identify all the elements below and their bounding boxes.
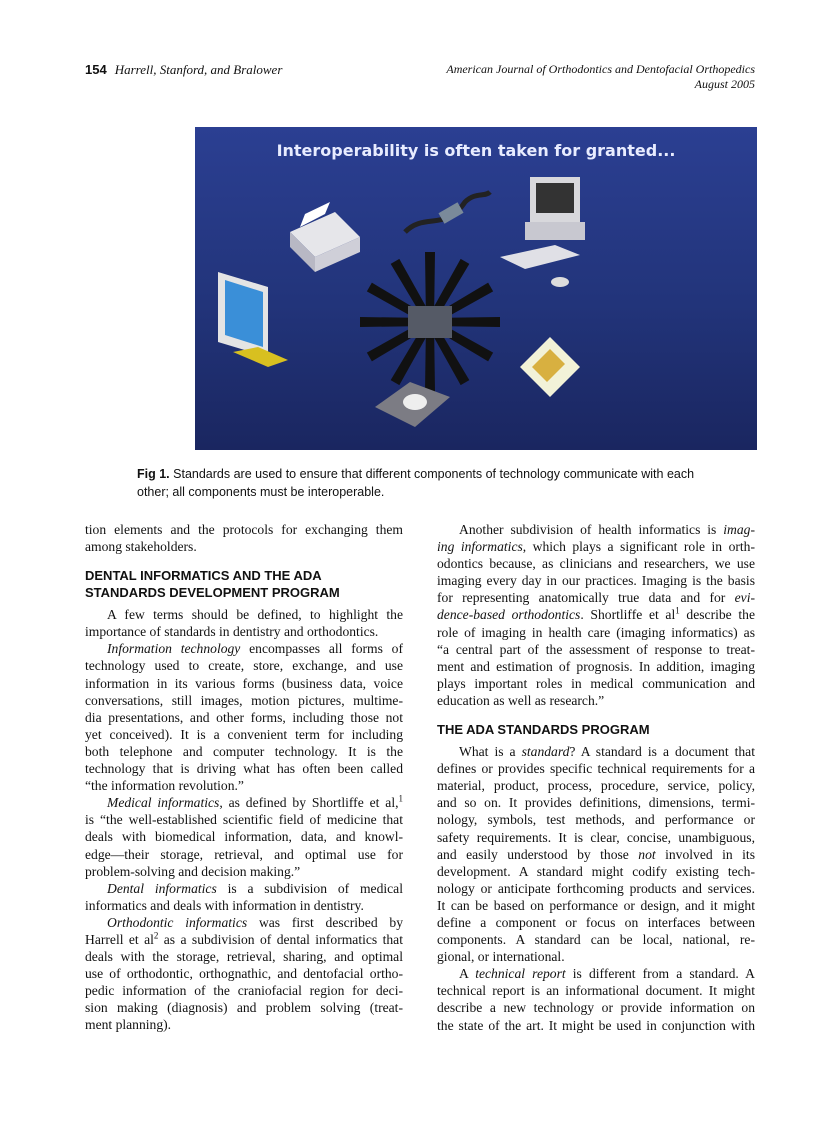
text-line [85, 794, 403, 811]
text-line [437, 675, 755, 692]
text-line [437, 948, 755, 965]
text-run: components. A standard can be local, national, re- [437, 932, 755, 948]
text-run: encompasses all forms of [240, 641, 403, 657]
text-run: , as defined by Shortliffe et al, [219, 795, 399, 811]
text-line [437, 521, 755, 538]
text-run: tion elements and the protocols for exchanging them [85, 522, 403, 537]
text-line [437, 555, 755, 572]
text-line [85, 657, 403, 674]
text-run: and easily understood by those [437, 846, 639, 862]
text-line [85, 880, 403, 897]
italic-term: not [638, 846, 656, 862]
printer-icon [290, 202, 360, 272]
italic-term: technical report [475, 966, 566, 982]
text-run: sion making (diagnosis) and problem solving (treat- [85, 1000, 403, 1016]
text-line [437, 692, 755, 709]
page-number: 154 [85, 62, 107, 77]
text-line [437, 811, 755, 828]
text-line [85, 675, 403, 692]
text-line [85, 828, 403, 845]
text-line [85, 538, 403, 555]
text-run: informatics and deals with information in dentistry. [85, 897, 364, 913]
text-run: is a subdivision of medical [216, 880, 403, 896]
text-run: involved in its [655, 846, 755, 862]
text-run: odontics because, as clinicians and researchers, we use [437, 556, 755, 572]
text-line [437, 777, 755, 794]
text-line [85, 521, 403, 538]
text-run: problem-solving and decision making.” [85, 863, 301, 879]
text-run: use of orthodontic, orthognathic, and dentofacial ortho- [85, 966, 403, 982]
left-column [85, 521, 403, 1034]
text-line [437, 982, 755, 999]
italic-term: ing informatics [437, 539, 523, 555]
text-run: describe the [679, 607, 755, 623]
text-run: development. A standard might codify existing tech- [437, 863, 755, 879]
text-run: pedic information of the craniofacial region for deci- [85, 983, 403, 999]
text-run: A [459, 966, 476, 982]
text-run: , which plays a significant role in orth- [522, 539, 755, 555]
right-column [437, 521, 755, 1034]
text-line [437, 606, 755, 623]
text-run: edge—their storage, retrieval, and optimal use for [85, 846, 403, 862]
text-line [85, 726, 403, 743]
text-run: nology or anticipate forthcoming products and services. [437, 880, 755, 896]
floppy-disk-icon [520, 337, 580, 397]
text-run: Harrell et al [85, 931, 154, 947]
text-run: was first described by [247, 914, 403, 930]
italic-term: imag- [723, 522, 755, 537]
text-run: deals with the storage, retrieval, sharing, and optimal [85, 949, 403, 965]
paragraph [85, 794, 403, 879]
heading-line: THE ADA STANDARDS PROGRAM [437, 722, 650, 738]
desktop-computer-icon [500, 177, 585, 287]
heading-line: DENTAL INFORMATICS AND THE ADA [85, 568, 322, 584]
italic-term: Medical informatics [107, 795, 220, 811]
text-line [437, 931, 755, 948]
paragraph [85, 606, 403, 640]
text-run: technology used to create, store, exchange, and use [85, 658, 403, 674]
text-run: among stakeholders. [85, 539, 197, 555]
italic-term: Orthodontic informatics [107, 914, 248, 930]
flat-monitor-icon [218, 272, 288, 367]
text-run: importance of standards in dentistry and orthodontics. [85, 624, 379, 640]
paragraph [437, 521, 755, 709]
text-run: . Shortliffe et al [580, 607, 676, 623]
italic-term: Dental informatics [107, 880, 217, 896]
text-line [85, 709, 403, 726]
text-line [85, 760, 403, 777]
text-line [85, 948, 403, 965]
paragraph [85, 640, 403, 794]
text-run: is “the well-established scientific field of medicine that [85, 812, 403, 828]
text-run: What is a [459, 744, 522, 760]
text-line [85, 640, 403, 657]
text-line [85, 606, 403, 623]
text-line [85, 811, 403, 828]
text-line [437, 880, 755, 897]
text-line [437, 965, 755, 982]
text-run: ment planning). [85, 1017, 172, 1033]
figure-caption [137, 465, 717, 501]
text-line [85, 1016, 403, 1033]
citation-superscript: 1 [398, 793, 403, 804]
text-line [437, 743, 755, 760]
text-line [437, 999, 755, 1016]
issue-date: August 2005 [694, 77, 755, 91]
caption-text: Standards are used to ensure that different components of technology communicate with each other; all components must be interoperable. [137, 467, 695, 499]
running-header-left [85, 62, 282, 78]
text-run: gional, or international. [437, 949, 565, 965]
paragraph [85, 521, 403, 555]
text-line [437, 897, 755, 914]
italic-term: dence-based orthodontics [437, 607, 581, 623]
text-run: the state of the art. It might be used in conjunction with [437, 1017, 755, 1033]
text-run: role of imaging in health care (imaging informatics) as [437, 624, 755, 640]
text-line [437, 538, 755, 555]
running-header-right [446, 62, 755, 92]
text-run: plays important roles in medical communication and [437, 675, 755, 691]
text-run: ment and estimation of prognosis. In addition, imaging [437, 658, 755, 674]
figure-1-image [195, 127, 757, 450]
text-line [437, 641, 755, 658]
text-line [85, 999, 403, 1016]
cable-connector-icon [405, 192, 490, 232]
caption-label: Fig 1. [137, 467, 170, 481]
text-run: material, product, process, procedure, service, policy, [437, 778, 755, 794]
text-line [437, 829, 755, 846]
text-line [85, 965, 403, 982]
text-run: safety requirements. It is clear, concise, unambiguous, [437, 829, 755, 845]
figure-title: Interoperability is often taken for granted... [276, 141, 676, 160]
text-line [437, 1017, 755, 1034]
central-hub-icon [360, 252, 500, 392]
text-run: defines or provides specific technical requirements for a [437, 761, 755, 777]
text-run: It can be based on performance or design, and it might [437, 897, 755, 913]
text-run: conversations, still images, motion pictures, multime- [85, 692, 403, 708]
text-line [85, 846, 403, 863]
text-line [437, 658, 755, 675]
text-run: education as well as research.” [437, 692, 605, 708]
italic-term: evi- [734, 590, 755, 606]
text-line [437, 589, 755, 606]
citation-superscript: 1 [675, 605, 680, 616]
interoperability-illustration [195, 127, 757, 450]
text-run: yet conceived). It is a convenient term for including [85, 726, 403, 742]
paragraph [437, 743, 755, 965]
section-heading [437, 721, 755, 738]
text-line [437, 794, 755, 811]
mouse-pad-icon [375, 382, 450, 427]
italic-term: Information technology [107, 641, 241, 657]
text-line [437, 572, 755, 589]
text-run: nology, symbols, test methods, and performance or [437, 812, 755, 828]
text-run: is different from a standard. A [565, 966, 756, 982]
heading-line: STANDARDS DEVELOPMENT PROGRAM [85, 585, 340, 601]
text-run: A few terms should be defined, to highlight the [107, 607, 403, 623]
text-run: define a component or focus on interfaces between [437, 914, 755, 930]
paragraph [85, 914, 403, 1034]
text-run: technical report is an informational document. It might [437, 983, 755, 999]
text-line [437, 863, 755, 880]
text-line [437, 846, 755, 863]
text-line [85, 777, 403, 794]
journal-title: American Journal of Orthodontics and Dentofacial Orthopedics [446, 62, 755, 76]
text-line [85, 931, 403, 948]
text-run: as a subdivision of dental informatics that [158, 931, 403, 947]
authors: Harrell, Stanford, and Bralower [114, 62, 283, 77]
italic-term: standard [521, 744, 570, 760]
text-run: imaging every day in our practices. Imaging is the basis [437, 573, 755, 589]
text-line [437, 624, 755, 641]
paragraph [85, 880, 403, 914]
text-line [85, 982, 403, 999]
text-line [437, 914, 755, 931]
text-line [85, 743, 403, 760]
text-run: “a central part of the assessment of response to treat- [437, 641, 755, 657]
text-run: describe a new technology or provide information on [437, 1000, 755, 1016]
text-line [85, 623, 403, 640]
text-run: ? A standard is a document that [569, 744, 755, 760]
text-line [85, 863, 403, 880]
text-run: and so on. It provides definitions, dimensions, termi- [437, 795, 755, 811]
section-heading [85, 567, 403, 601]
text-line [85, 897, 403, 914]
text-run: dia presentations, and other forms, including those not [85, 709, 403, 725]
text-run: both telephone and computer technology. It is the [85, 743, 403, 759]
paragraph [437, 965, 755, 1033]
text-run: “the information revolution.” [85, 778, 244, 794]
text-line [85, 692, 403, 709]
text-run: information in its various forms (business data, voice [85, 675, 403, 691]
text-run: Another subdivision of health informatics is [459, 522, 724, 537]
text-run: deals with biomedical information, data, and knowl- [85, 829, 403, 845]
text-run: technology that is driving what has often been called [85, 761, 403, 777]
text-line [437, 760, 755, 777]
text-line [85, 914, 403, 931]
text-run: for representing anatomically true data and for [437, 590, 735, 606]
citation-superscript: 2 [153, 930, 159, 941]
